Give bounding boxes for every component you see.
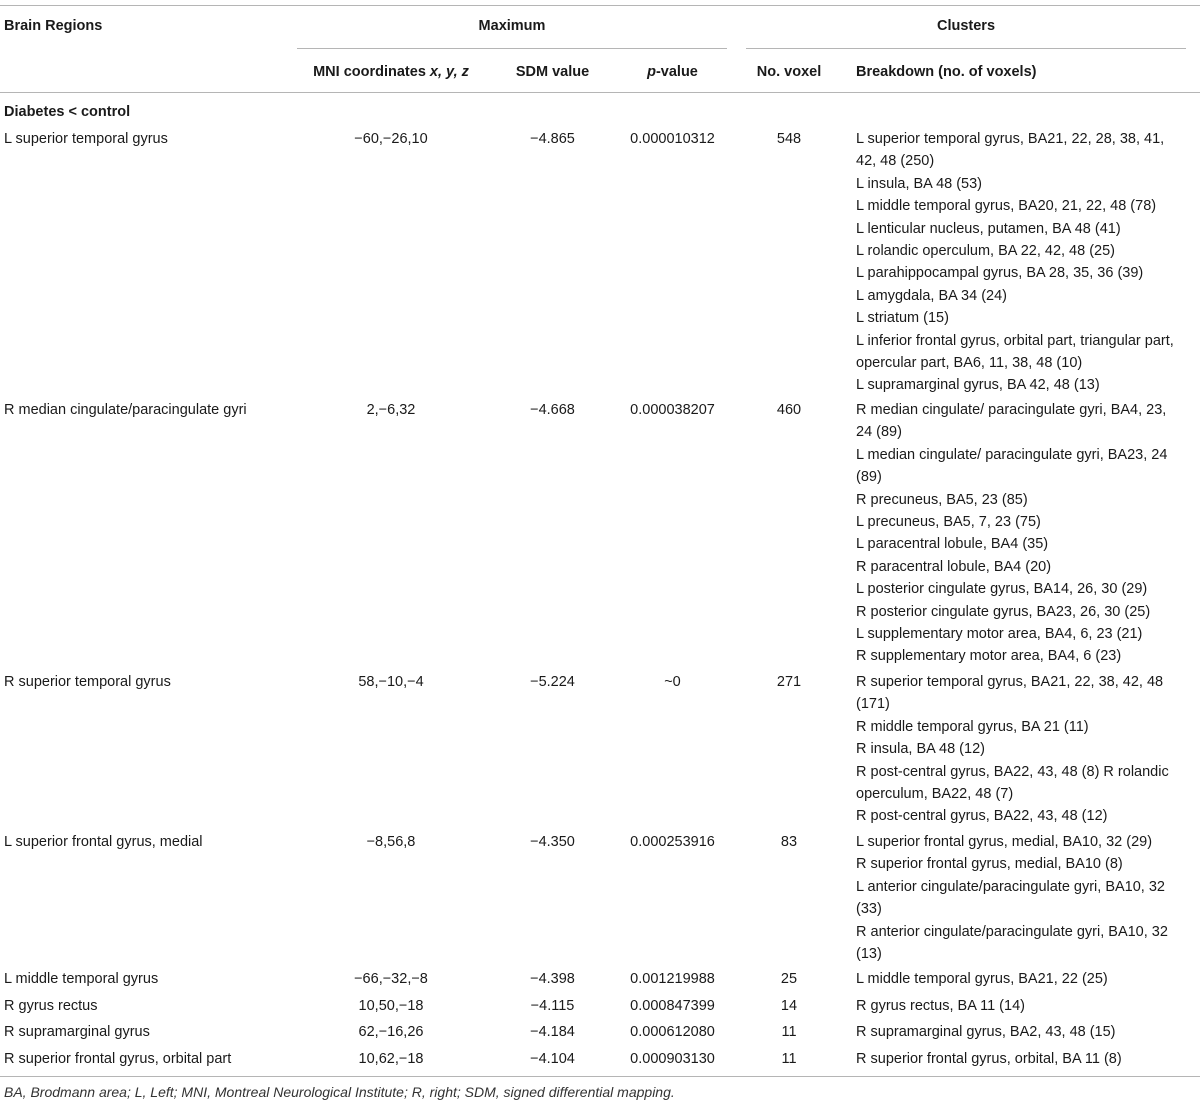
cell-breakdown [856, 831, 1186, 965]
header-brain-regions: Brain Regions [4, 18, 103, 34]
cell-sdm: −4.865 [530, 131, 575, 147]
cell-mni: −8,56,8 [366, 834, 416, 850]
cell-voxels: 271 [776, 674, 802, 690]
cell-breakdown [856, 671, 1186, 828]
cell-region: R superior temporal gyrus [4, 674, 171, 690]
header-mni-coordinates [297, 61, 485, 83]
header-p-italic: p [647, 64, 656, 80]
breakdown-item: L striatum (15) [856, 310, 949, 327]
breakdown-item: R paracentral lobule, BA4 (20) [856, 558, 1052, 575]
cell-region: L superior frontal gyrus, medial [4, 834, 203, 850]
table-footnote: BA, Brodmann area; L, Left; MNI, Montreal Neurological Institute; R, right; SDM, signed differential mapping. [4, 1084, 675, 1100]
cell-voxels: 83 [780, 834, 798, 850]
breakdown-item: L superior temporal gyrus, BA21, 22, 28, 38, 41, 42, 48 (250) [856, 131, 1165, 170]
cell-p-value: 0.000847399 [630, 998, 715, 1014]
breakdown-item: R gyrus rectus, BA 11 (14) [856, 998, 1025, 1014]
cell-sdm: −4.668 [530, 402, 575, 418]
cell-mni: 10,50,−18 [358, 998, 424, 1014]
cell-sdm: −4.398 [530, 971, 575, 987]
cell-sdm: −4.350 [530, 834, 575, 850]
cell-mni: 10,62,−18 [358, 1051, 424, 1067]
cell-mni: −60,−26,10 [354, 131, 428, 147]
cell-p-value: 0.001219988 [630, 971, 715, 987]
cell-mni: −66,−32,−8 [354, 971, 428, 987]
cell-mni: 62,−16,26 [358, 1024, 424, 1040]
breakdown-item: L supramarginal gyrus, BA 42, 48 (13) [856, 377, 1100, 394]
cell-region: R gyrus rectus [4, 998, 98, 1014]
header-maximum: Maximum [478, 18, 546, 34]
cell-voxels: 11 [781, 1024, 797, 1040]
breakdown-item: R superior frontal gyrus, medial, BA10 (8) [856, 856, 1123, 873]
breakdown-item: L rolandic operculum, BA 22, 42, 48 (25) [856, 243, 1116, 260]
breakdown-item: L supplementary motor area, BA4, 6, 23 (21) [856, 626, 1143, 643]
cell-sdm: −4.104 [530, 1051, 575, 1067]
breakdown-item: R supplementary motor area, BA4, 6 (23) [856, 648, 1122, 665]
header-no-voxel: No. voxel [756, 64, 822, 80]
breakdown-item: L lenticular nucleus, putamen, BA 48 (41) [856, 220, 1121, 237]
breakdown-item: R median cingulate/ paracingulate gyri, BA4, 23, 24 (89) [856, 402, 1167, 441]
cell-voxels: 11 [781, 1051, 797, 1067]
cell-p-value: 0.000010312 [630, 131, 715, 147]
header-clusters: Clusters [936, 18, 996, 34]
header-breakdown: Breakdown (no. of voxels) [856, 64, 1037, 80]
breakdown-item: R post-central gyrus, BA22, 43, 48 (8) R rolandic operculum, BA22, 48 (7) [856, 763, 1169, 803]
cell-sdm: −4.115 [530, 998, 575, 1014]
header-bottom-rule [0, 92, 1200, 93]
cell-breakdown [856, 1021, 1186, 1043]
cell-voxels: 460 [776, 402, 802, 418]
breakdown-item: L middle temporal gyrus, BA20, 21, 22, 48 (78) [856, 198, 1157, 215]
cell-voxels: 548 [776, 131, 802, 147]
cell-region: R supramarginal gyrus [4, 1024, 150, 1040]
maximum-underline [297, 48, 727, 49]
cell-voxels: 14 [780, 998, 798, 1014]
breakdown-item: L amygdala, BA 34 (24) [856, 287, 1007, 304]
cell-sdm: −5.224 [530, 674, 575, 690]
clusters-underline [746, 48, 1186, 49]
breakdown-item: L superior frontal gyrus, medial, BA10, 32 (29) [856, 834, 1153, 850]
cell-mni: 2,−6,32 [366, 402, 416, 418]
top-rule [0, 5, 1200, 6]
breakdown-item: R posterior cingulate gyrus, BA23, 26, 30 (25) [856, 603, 1151, 620]
cell-sdm: −4.184 [530, 1024, 575, 1040]
breakdown-item: R insula, BA 48 (12) [856, 741, 985, 758]
breakdown-item: R post-central gyrus, BA22, 43, 48 (12) [856, 808, 1108, 825]
header-mni-prefix: MNI coordinates [313, 64, 430, 80]
breakdown-item: L parahippocampal gyrus, BA 28, 35, 36 (39) [856, 265, 1144, 282]
cell-region: R superior frontal gyrus, orbital part [4, 1051, 232, 1067]
breakdown-item: R middle temporal gyrus, BA 21 (11) [856, 718, 1089, 735]
cell-p-value: ~0 [664, 674, 681, 690]
breakdown-item: R supramarginal gyrus, BA2, 43, 48 (15) [856, 1024, 1116, 1040]
breakdown-item: L precuneus, BA5, 7, 23 (75) [856, 514, 1041, 531]
cell-voxels: 25 [780, 971, 798, 987]
breakdown-item: L middle temporal gyrus, BA21, 22 (25) [856, 971, 1108, 987]
breakdown-item: R anterior cingulate/paracingulate gyri, BA10, 32 (13) [856, 923, 1168, 963]
breakdown-item: R superior temporal gyrus, BA21, 22, 38, 42, 48 (171) [856, 674, 1164, 713]
cell-region: R median cingulate/paracingulate gyri [4, 402, 247, 418]
breakdown-item: L anterior cingulate/paracingulate gyri, BA10, 32 (33) [856, 878, 1165, 918]
breakdown-item: L inferior frontal gyrus, orbital part, triangular part, opercular part, BA6, 11, 38, 48 (10) [856, 332, 1174, 372]
header-p-suffix: -value [655, 64, 698, 80]
cell-p-value: 0.000253916 [630, 834, 715, 850]
cell-mni: 58,−10,−4 [358, 674, 424, 690]
header-p-value [620, 61, 725, 83]
cell-breakdown [856, 128, 1186, 397]
cell-breakdown [856, 399, 1186, 668]
cell-breakdown [856, 968, 1186, 990]
breakdown-item: L median cingulate/ paracingulate gyri, BA23, 24 (89) [856, 446, 1168, 486]
table-bottom-rule [0, 1076, 1200, 1077]
cell-breakdown [856, 1048, 1186, 1070]
breakdown-item: L posterior cingulate gyrus, BA14, 26, 30 (29) [856, 581, 1148, 598]
cell-p-value: 0.000612080 [630, 1024, 715, 1040]
cell-region: L superior temporal gyrus [4, 131, 168, 147]
cell-p-value: 0.000903130 [630, 1051, 715, 1067]
breakdown-item: L insula, BA 48 (53) [856, 175, 983, 192]
cell-p-value: 0.000038207 [630, 402, 715, 418]
header-sdm-value: SDM value [515, 64, 590, 80]
breakdown-item: R precuneus, BA5, 23 (85) [856, 491, 1028, 508]
cell-breakdown [856, 995, 1186, 1017]
cell-region: L middle temporal gyrus [4, 971, 159, 987]
section-label: Diabetes < control [4, 104, 131, 120]
header-mni-xyz: x, y, z [429, 64, 469, 80]
breakdown-item: R superior frontal gyrus, orbital, BA 11 (8) [856, 1051, 1122, 1067]
breakdown-item: L paracentral lobule, BA4 (35) [856, 536, 1049, 553]
